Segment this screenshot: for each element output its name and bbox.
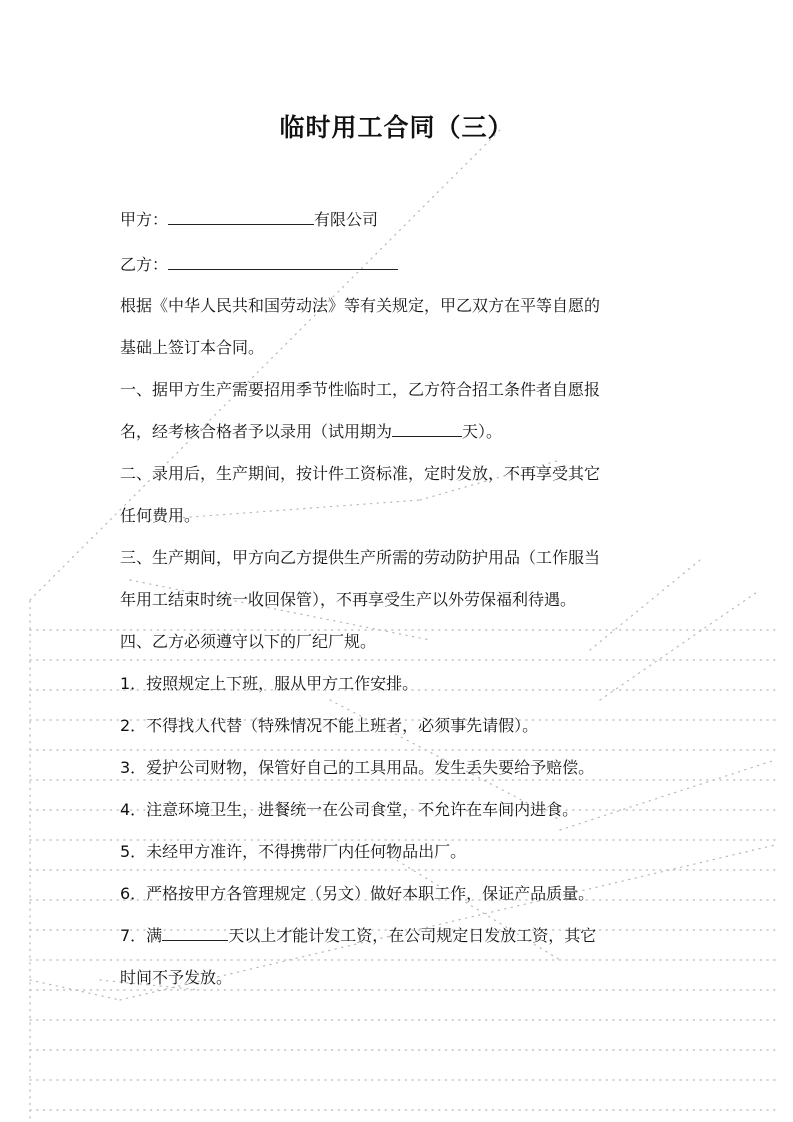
party-b-name-blank — [168, 255, 398, 270]
document-title: 临时用工合同（三） — [279, 113, 514, 142]
clause-1-text-before-blank: 名，经考核合格者予以录用（试用期为 — [120, 422, 393, 441]
minimum-days-blank — [162, 926, 228, 941]
rule-item-1: 1．按照规定上下班，服从甲方工作安排。 — [120, 674, 419, 693]
rule-item-5: 5．未经甲方准许，不得携带厂内任何物品出厂。 — [120, 842, 467, 861]
clause-1-line-1: 一、据甲方生产需要招用季节性临时工，乙方符合招工条件者自愿报 — [120, 380, 601, 399]
party-a-line — [120, 210, 690, 230]
rule-item-3: 3．爱护公司财物，保管好自己的工具用品。发生丢失要给予赔偿。 — [120, 758, 595, 777]
rule-item-7-line-1 — [120, 926, 690, 946]
clause-2-line-1: 二、录用后，生产期间，按计件工资标准，定时发放，不再享受其它 — [120, 464, 601, 483]
probation-days-blank — [392, 422, 462, 437]
intro-line-2: 基础上签订本合同。 — [120, 338, 265, 357]
party-a-suffix: 有限公司 — [314, 210, 379, 229]
rule-item-7-line-2: 时间不予发放。 — [120, 968, 233, 987]
rule-item-4: 4．注意环境卫生，进餐统一在公司食堂，不允许在车间内进食。 — [120, 800, 579, 819]
party-a-label: 甲方： — [120, 210, 169, 229]
clause-1-text-after-blank: 天）。 — [462, 422, 503, 441]
clause-1-line-2 — [120, 422, 690, 442]
party-b-label: 乙方： — [120, 255, 169, 274]
clause-3-line-1: 三、生产期间，甲方向乙方提供生产所需的劳动防护用品（工作服当 — [120, 548, 601, 567]
clause-3-line-2: 年用工结束时统一收回保管），不再享受生产以外劳保福利待遇。 — [120, 590, 577, 609]
rule-7-text-after-blank: 天以上才能计发工资，在公司规定日发放工资，其它 — [228, 926, 597, 945]
rule-item-6: 6．严格按甲方各管理规定（另文）做好本职工作，保证产品质量。 — [120, 884, 595, 903]
rule-item-2: 2．不得找人代替（特殊情况不能上班者，必须事先请假）。 — [120, 716, 539, 735]
clause-2-line-2: 任何费用。 — [120, 506, 201, 525]
intro-line-1: 根据《中华人民共和国劳动法》等有关规定，甲乙双方在平等自愿的 — [120, 296, 601, 315]
rule-7-text-before-blank: 7．满 — [120, 926, 163, 945]
clause-4-heading: 四、乙方必须遵守以下的厂纪厂规。 — [120, 632, 377, 651]
party-a-name-blank — [168, 210, 314, 225]
party-b-line — [120, 255, 690, 275]
